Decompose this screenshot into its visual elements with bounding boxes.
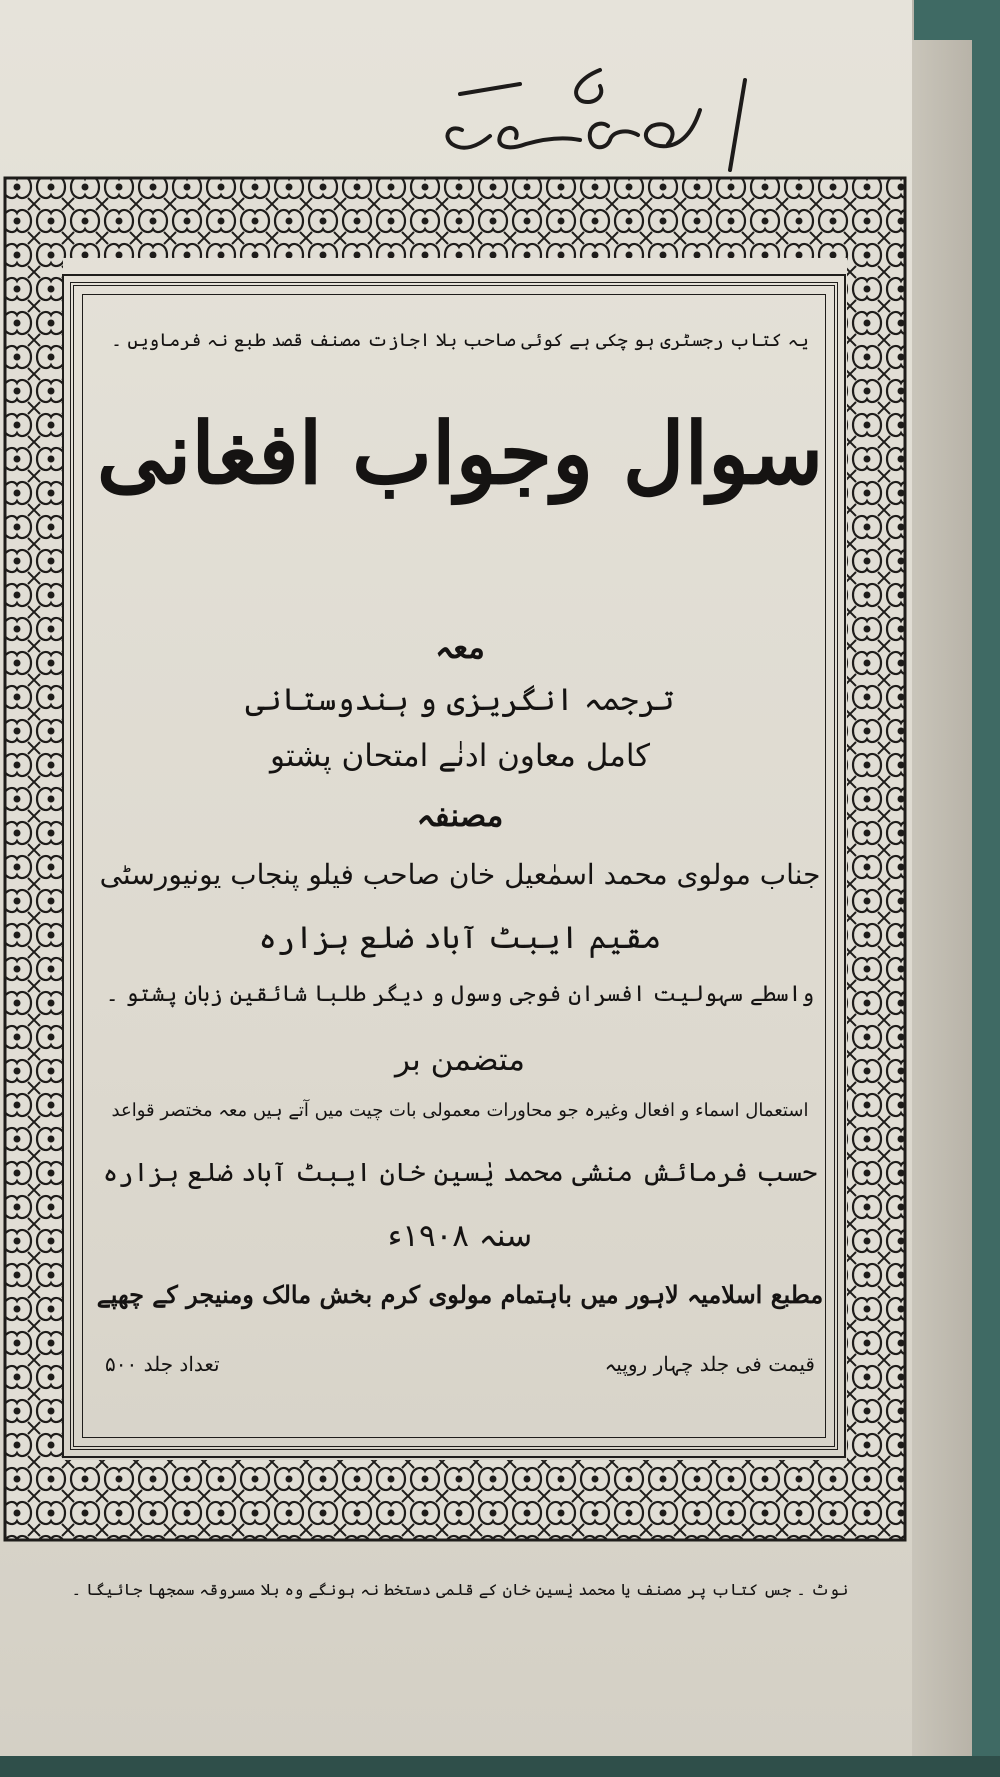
print-count-line: تعداد جلد ۵۰۰ <box>105 1352 220 1376</box>
translation-line: ترجمہ انگریزی و ہندوستانی <box>245 682 675 718</box>
table-surface <box>0 1756 1000 1777</box>
footer-note: نوٹ ۔ جس کتاب پر مصنف یا محمد یٰسین خان کے قلمی دستخط نہ ہونگے وہ بلا مسروقہ سمجھا جائیگا ۔ <box>71 1580 849 1599</box>
contents-line: استعمال اسماء و افعال وغیرہ جو محاورات معمولی بات چیت میں آتے ہیں معہ مختصر قواعد <box>111 1100 809 1121</box>
residence-line: مقیم ایبٹ آباد ضلع ہزارہ <box>258 920 662 956</box>
author-line: جناب مولوی محمد اسمٰعیل خان صاحب فیلو پنجاب یونیورسٹی <box>99 858 821 891</box>
title-page-text <box>95 330 825 1420</box>
price-line: قیمت فی جلد چہار روپیہ <box>604 1352 815 1376</box>
handwritten-signature <box>430 40 760 180</box>
copyright-notice: یہ کتاب رجسٹری ہو چکی ہے کوئی صاحب بلا اجازت مصنف قصد طبع نہ فرماویں ۔ <box>111 330 809 351</box>
page-edge <box>912 40 972 1764</box>
contains-label: متضمن بر <box>395 1042 525 1078</box>
purpose-line: واسطے سہولیت افسران فوجی وسول و دیگر طلبا شائقین زبانِ پشتو ۔ <box>105 982 815 1007</box>
commission-line: حسب فرمائش منشی محمد یٰسین خان ایبٹ آباد ضلع ہزارہ <box>102 1158 818 1188</box>
year-line: سنہ ۱۹۰۸ء <box>387 1218 533 1254</box>
author-label: مصنفہ <box>416 798 504 834</box>
book-title: سوال وجواب افغانی <box>96 404 824 504</box>
ma-label: معہ <box>435 630 485 666</box>
helper-line: کامل معاون ادنٰے امتحان پشتو <box>269 738 651 774</box>
press-line: مطبع اسلامیہ لاہور میں باہتمام مولوی کرم بخش مالک ومنیجر کے چھپے <box>96 1280 824 1309</box>
